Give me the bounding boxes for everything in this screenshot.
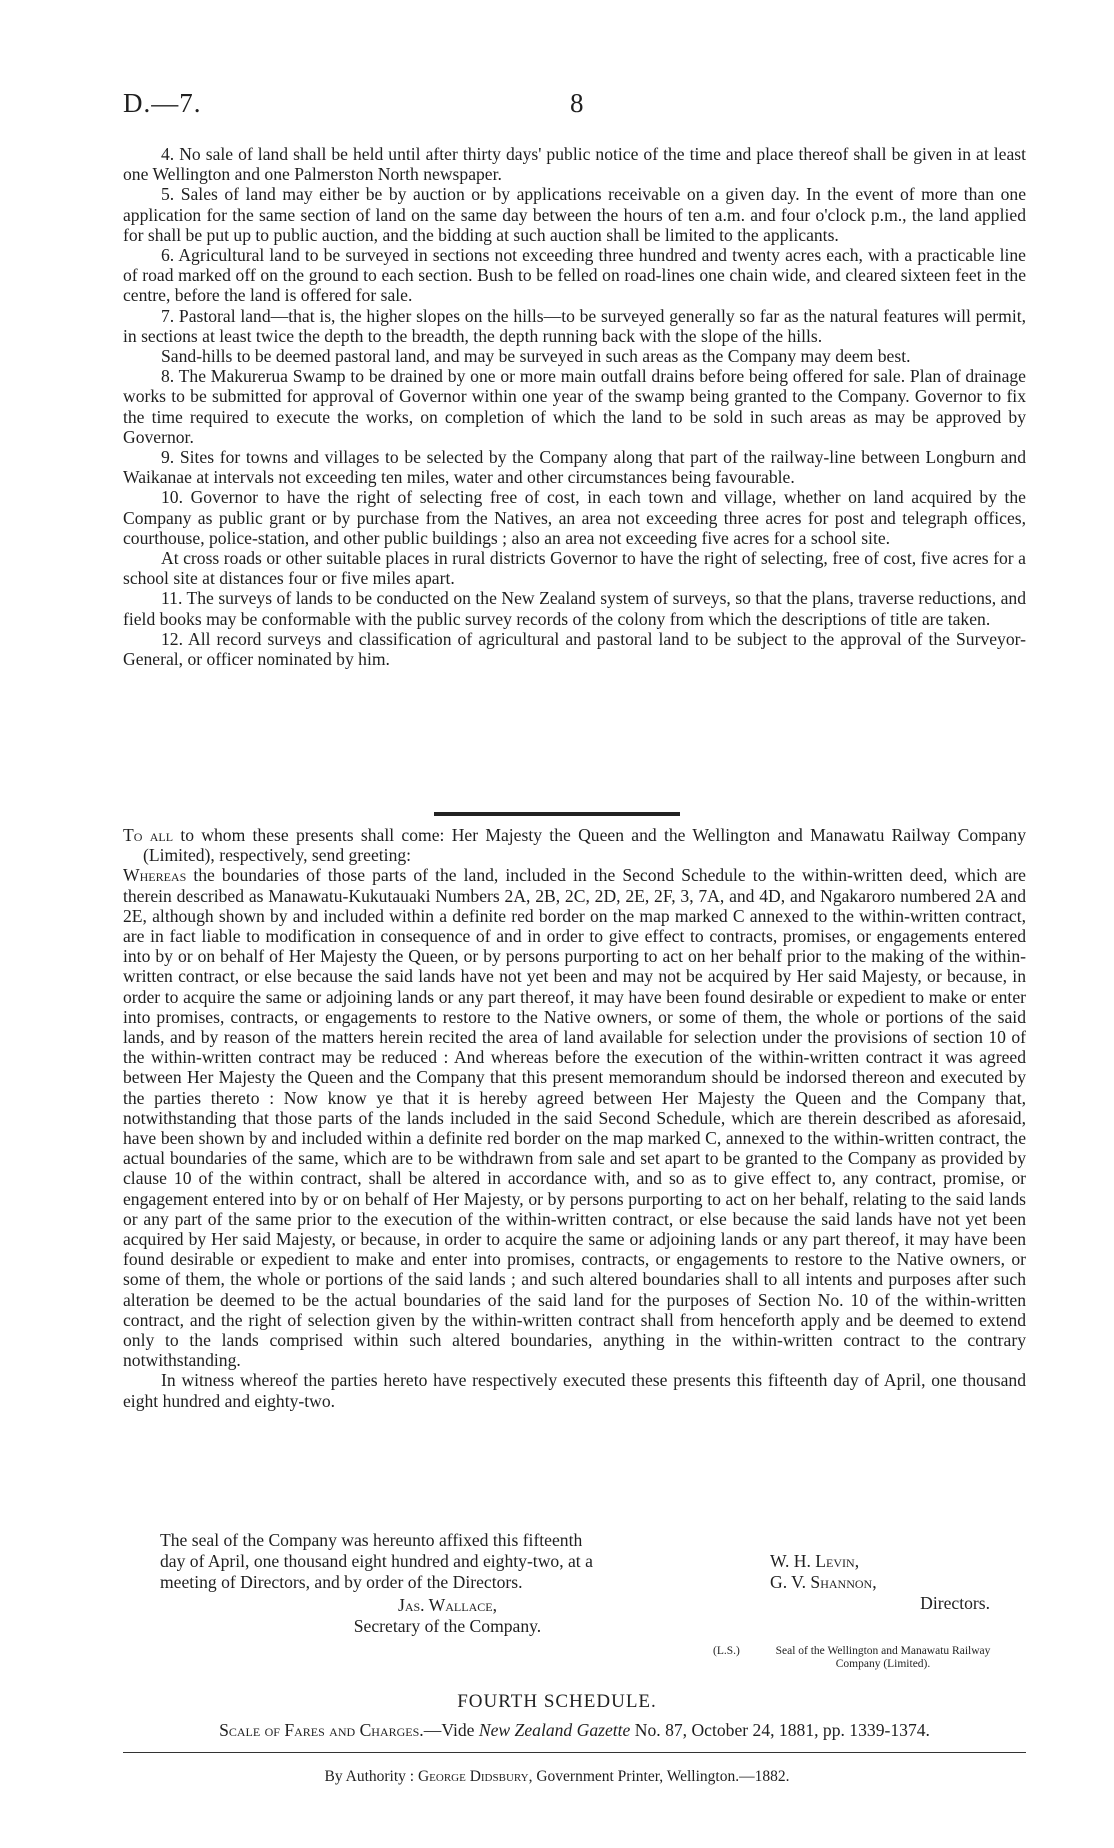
scale-label: Scale of Fares and Charges. — [219, 1720, 424, 1740]
document-code: D.—7. — [123, 88, 202, 118]
footer-suffix: Government Printer, Wellington.—1882. — [536, 1768, 790, 1785]
directors-label: Directors. — [920, 1593, 990, 1613]
opening-word: To all — [123, 825, 174, 845]
whereas-text: the boundaries of those parts of the land, included in the Second Schedule to the within-written deed, which are therein described as Manawatu-Kukutauaki Numbers 2A, 2B, 2C, 2D, 2E, 2F, 3, 7A, and 4D, and Ngakaroro numbered 2A and 2E, although shown by and included within a definite red border on the map marked C annexed to the within-written contract, are in fact liable to modification in consequence of and in order to give effect to contracts, promises, or engagements entered into by or on behalf of Her Majesty the Queen, or by persons purporting to act on her behalf prior to the making of the within-written contract, or else because the said lands have not yet been and may not be acquired by Her said Majesty, or because, in order to acquire the same or adjoining lands or any part thereof, it may have been found desirable or expedient to make or enter into promises, contracts, or engagements to restore to the Native owners, or some of them, the whole or portions of the said lands, and by reason of the matters herein recited the area of land available for selection under the provisions of section 10 of the within-written contract may be reduced : And whereas before the execution of the within-written contract it was agreed between Her Majesty the Queen and the Company that this present memorandum should be indorsed thereon and executed by the parties thereto : Now know ye that it is hereby agreed between Her Majesty the Queen and the Company that, notwithstanding that those parts of the lands included in the said Second Schedule, which are therein described as aforesaid, have been shown by and included within a definite red border on the map marked C, annexed to the within-written contract, the actual boundaries of the same, which are to be withdrawn from sale and set apart to be granted to the Company as provided by clause 10 of the within contract, shall be altered in accordance with, and so as to give effect to, any contract, promise, or engagement entered into by or on behalf of Her Majesty, or by persons purporting to act on her behalf, relating to the said lands or any part of the same prior to the execution of the within-written contract, or else because the said lands have not yet been acquired by Her said Majesty, or because, in order to acquire the same or adjoining lands or any part thereof, it may have been found desirable or expedient to make and enter into promises, contracts, or engagements to restore to the Native owners, or some of them, the whole or portions of the said lands ; and such altered boundaries shall to all intents and purposes after such alteration be deemed to be the actual boundaries of the said land for the purposes of Section No. 10 of the within-written contract, and the right of selection given by the within-written contract shall from henceforth apply and be deemed to extend only to the lands comprised within such altered boundaries, anything in the within-written contract to the contrary notwithstanding. — [123, 865, 1026, 1371]
secretary-title: Secretary of the Company. — [353, 1616, 542, 1636]
clause-paragraph: 6. Agricultural land to be surveyed in sections not exceeding three hundred and twenty acres each, with a practicable line of road marked off on the ground to each section. Bush to be felled on road-lines one chain wide, and cleared sixteen feet in the centre, before the land is offered for sale. — [123, 245, 1026, 306]
fourth-schedule-reference — [123, 1720, 1026, 1741]
vide-text: —Vide — [423, 1720, 475, 1740]
clause-paragraph: 12. All record surveys and classification of agricultural and pastoral land to be subject to the approval of the Surveyor-General, or officer nominated by him. — [123, 628, 1026, 670]
printer-footer — [0, 1768, 1114, 1786]
clause-paragraph: 9. Sites for towns and villages to be selected by the Company along that part of the railway-line between Longburn and Waikanae at intervals not exceeding ten miles, water and other circumstances being favourable. — [123, 447, 1026, 488]
clause-paragraph: 5. Sales of land may either be by auction or by applications receivable on a given day. In the event of more than one application for the same section of land on the same day between the hours of ten a.m. and four o'clock p.m., the land applied for shall be put up to public auction, and the bidding at such auction shall be limited to the applicants. — [123, 184, 1026, 245]
deed-whereas — [123, 865, 1026, 1370]
clause-paragraph: 11. The surveys of lands to be conducted on the New Zealand system of surveys, so that the plans, traverse reductions, and field books may be conformable with the public survey records of the colony from which the descriptions of title are taken. — [123, 588, 1026, 629]
gazette-title: New Zealand Gazette — [478, 1720, 631, 1740]
deed-opening — [123, 825, 1026, 865]
opening-text: to whom these presents shall come: Her Majesty the Queen and the Wellington and Manawatu Railway Company (Limited), respectively, send greeting: — [143, 825, 1026, 866]
clause-paragraph: At cross roads or other suitable places in rural districts Governor to have the right of selecting, free of cost, five acres for a school site at distances four or five miles apart. — [123, 548, 1026, 589]
footer-divider — [123, 1752, 1026, 1753]
seal-statement: The seal of the Company was hereunto affixed this fifteenth day of April, one thousand eight hundred and eighty-two, at a meeting of Directors, and by order of the Directors. — [160, 1530, 593, 1592]
director-signature: G. V. Shannon, — [770, 1572, 877, 1592]
secretary-name: Jas. Wallace, — [398, 1595, 497, 1615]
seal-ls: (L.S.) — [713, 1645, 740, 1657]
secretary-block — [160, 1595, 610, 1637]
gazette-reference: No. 87, October 24, 1881, pp. 1339-1374. — [634, 1720, 930, 1740]
directors-block — [770, 1551, 990, 1614]
footer-prefix: By Authority : — [324, 1768, 415, 1785]
printer-name: George Didsbury, — [417, 1768, 533, 1785]
page-number: 8 — [570, 88, 584, 118]
clauses-section — [123, 144, 1026, 669]
deed-memorandum — [123, 825, 1026, 1411]
deed-witness: In witness whereof the parties hereto have respectively executed these presents this fifteenth day of April, one thousand eight hundred and eighty-two. — [123, 1370, 1026, 1411]
clause-paragraph: 8. The Makurerua Swamp to be drained by one or more main outfall drains before being offered for sale. Plan of drainage works to be submitted for approval of Governor within one year of the swamp being granted to the Company. Governor to fix the time required to execute the works, on completion of which the land to be sold in such areas as may be approved by Governor. — [123, 366, 1026, 447]
section-divider — [434, 812, 680, 816]
whereas-word: Whereas — [123, 865, 187, 886]
clause-paragraph: 4. No sale of land shall be held until after thirty days' public notice of the time and place thereof shall be given in at least one Wellington and one Palmerston North newspaper. — [123, 144, 1026, 185]
fourth-schedule-title: FOURTH SCHEDULE. — [457, 1691, 657, 1712]
clause-paragraph: Sand-hills to be deemed pastoral land, and may be surveyed in such areas as the Company may deem best. — [161, 346, 911, 367]
seal-text: Seal of the Wellington and Manawatu Railway Company (Limited). — [775, 1645, 991, 1670]
company-seal-block — [160, 1530, 610, 1637]
director-signature: W. H. Levin, — [770, 1551, 860, 1571]
company-seal — [713, 1645, 1013, 1671]
clause-paragraph: 7. Pastoral land—that is, the higher slopes on the hills—to be surveyed generally so far as the natural features will permit, in sections at least twice the depth to the breadth, the depth running back with the slope of the hills. — [123, 305, 1026, 346]
clause-paragraph: 10. Governor to have the right of selecting free of cost, in each town and village, whether on land acquired by the Company as public grant or by purchase from the Natives, an area not exceeding three acres for post and telegraph offices, courthouse, police-station, and other public buildings ; also an area not exceeding five acres for a school site. — [123, 487, 1026, 548]
